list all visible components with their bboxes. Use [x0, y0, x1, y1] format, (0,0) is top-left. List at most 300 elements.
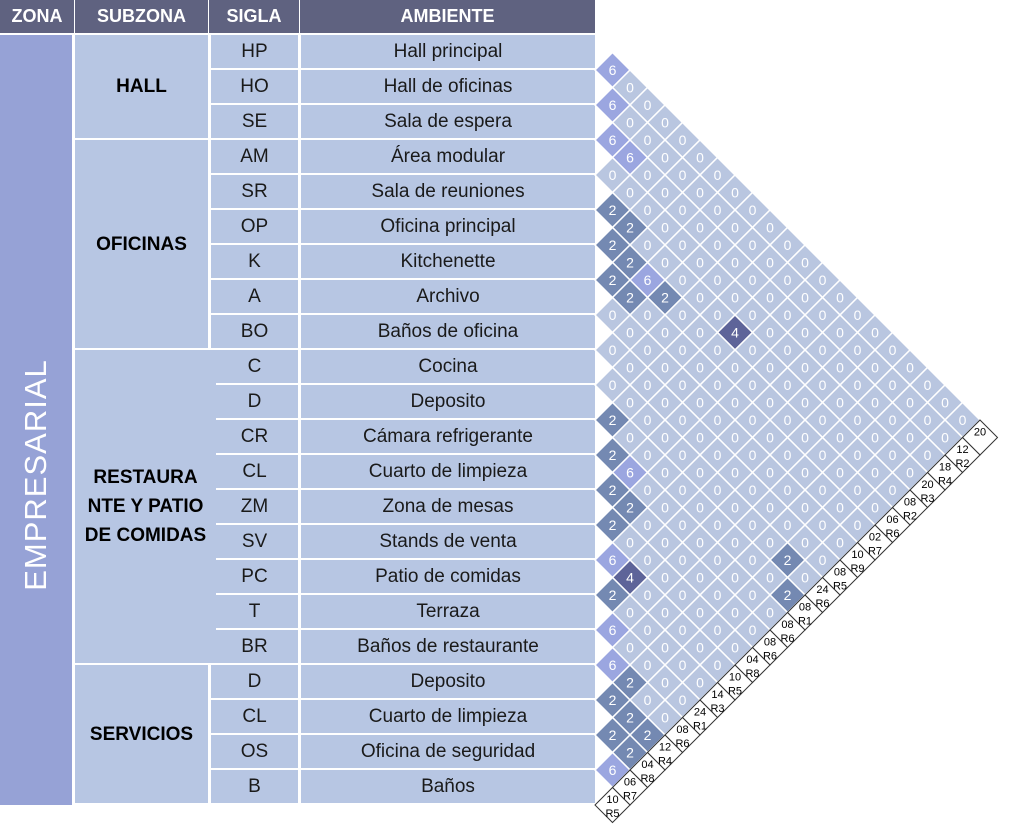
sigla-cell: BO	[211, 315, 298, 348]
relation-value: 0	[643, 517, 652, 533]
relation-value: 0	[696, 394, 704, 411]
relation-value: 0	[783, 482, 792, 498]
relation-value: 0	[696, 429, 704, 446]
relation-value: 0	[661, 324, 669, 341]
relation-value: 2	[783, 552, 792, 568]
reason-number: 20	[921, 479, 934, 491]
reason-number: 10	[851, 549, 864, 561]
relation-value: 0	[906, 464, 914, 481]
sigla-cell: AM	[211, 140, 298, 173]
relation-value: 0	[836, 324, 844, 341]
relation-value: 0	[801, 289, 809, 306]
ambiente-cell: Deposito	[301, 665, 595, 698]
relation-value: 0	[696, 324, 704, 341]
relation-value: 0	[643, 97, 652, 113]
relation-value: 4	[626, 569, 634, 586]
relation-value: 4	[731, 324, 739, 341]
relation-value: 0	[713, 552, 722, 568]
relation-value: 0	[661, 499, 669, 516]
relation-value: 2	[626, 219, 634, 236]
ambiente-cell: Kitchenette	[301, 245, 595, 278]
relation-value: 0	[626, 534, 634, 551]
relation-value: 0	[836, 394, 844, 411]
relation-value: 2	[608, 412, 617, 428]
relation-value: 0	[853, 447, 862, 463]
reason-code: R8	[745, 668, 760, 680]
ambiente-cell: Cuarto de limpieza	[301, 700, 595, 733]
relation-value: 0	[766, 394, 774, 411]
relation-value: 0	[888, 412, 897, 428]
relation-value: 0	[678, 132, 687, 148]
relation-value: 0	[731, 639, 739, 656]
relation-value: 0	[783, 412, 792, 428]
relation-value: 0	[661, 149, 669, 166]
reason-number: 02	[868, 531, 882, 544]
relation-value: 0	[713, 342, 722, 358]
relation-value: 0	[678, 237, 687, 253]
relation-value: 2	[626, 744, 634, 761]
relation-value: 0	[853, 342, 862, 358]
relation-value: 0	[818, 272, 827, 288]
ambiente-cell: Hall de oficinas	[301, 70, 595, 103]
relation-value: 0	[731, 569, 739, 586]
relation-value: 0	[783, 237, 792, 253]
relation-value: 0	[678, 447, 687, 463]
reason-code: R6	[780, 633, 795, 645]
relation-value: 0	[661, 184, 669, 201]
relation-value: 0	[678, 307, 687, 323]
ambiente-cell: Archivo	[301, 280, 595, 313]
relation-value: 0	[643, 132, 652, 148]
relation-value: 0	[818, 412, 827, 428]
relation-value: 0	[731, 604, 739, 621]
relation-value: 0	[871, 464, 879, 481]
ambiente-cell: Terraza	[301, 595, 595, 628]
relation-value: 0	[888, 342, 897, 358]
relation-value: 2	[608, 202, 617, 218]
relation-value: 6	[608, 132, 617, 148]
relation-value: 0	[836, 289, 844, 306]
sigla-cell: PC	[211, 560, 298, 593]
relation-value: 0	[766, 569, 774, 586]
relation-value: 0	[888, 482, 897, 498]
relation-value: 0	[748, 342, 757, 358]
relation-value: 0	[818, 377, 827, 393]
relation-value: 0	[661, 534, 669, 551]
ambiente-cell: Deposito	[301, 385, 595, 418]
relation-value: 0	[853, 377, 862, 393]
relation-value: 0	[906, 429, 914, 446]
relation-value: 0	[713, 272, 722, 288]
relation-value: 0	[643, 307, 652, 323]
reason-code: R1	[797, 615, 813, 628]
sigla-cell: SE	[211, 105, 298, 138]
relation-value: 0	[818, 342, 827, 358]
relation-value: 0	[661, 464, 669, 481]
reason-number: 06	[886, 514, 899, 526]
relation-value: 0	[801, 254, 809, 271]
relation-value: 0	[783, 272, 792, 288]
sigla-cell: SV	[211, 525, 298, 558]
relation-value: 0	[696, 289, 704, 306]
relation-value: 0	[766, 219, 774, 236]
relation-value: 0	[766, 499, 774, 516]
ambiente-cell: Baños	[301, 770, 595, 803]
relation-value: 2	[783, 587, 792, 603]
relation-value: 0	[748, 202, 757, 218]
sigla-cell: D	[211, 385, 298, 418]
relation-value: 0	[626, 394, 634, 411]
relation-value: 0	[766, 534, 774, 551]
relation-value: 0	[853, 517, 862, 533]
relation-value: 0	[661, 254, 669, 271]
relation-value: 0	[871, 499, 879, 516]
relation-value: 0	[626, 639, 634, 656]
sigla-cell: D	[211, 665, 298, 698]
subzone-hall: HALL	[75, 35, 208, 138]
relation-value: 0	[678, 202, 687, 218]
subzone-servicios: SERVICIOS	[75, 665, 208, 803]
relation-value: 0	[696, 534, 704, 551]
reason-code: R3	[920, 493, 935, 505]
relation-value: 0	[608, 307, 617, 323]
relation-value: 0	[661, 709, 669, 726]
relation-value: 0	[766, 429, 774, 446]
relation-value: 0	[608, 167, 617, 183]
relation-value: 0	[958, 412, 967, 428]
relation-value: 0	[801, 359, 809, 376]
relation-value: 2	[626, 254, 634, 271]
sigla-cell: OP	[211, 210, 298, 243]
relation-value: 0	[818, 482, 827, 498]
ambiente-cell: Cuarto de limpieza	[301, 455, 595, 488]
sigla-cell: HO	[211, 70, 298, 103]
relation-value: 0	[678, 517, 687, 533]
relation-value: 0	[731, 499, 739, 516]
reason-number: 14	[711, 689, 724, 701]
relation-value: 0	[643, 412, 652, 428]
reason-number: 10	[606, 794, 619, 806]
ambiente-cell: Stands de venta	[301, 525, 595, 558]
relation-value: 0	[713, 307, 722, 323]
reason-number: 08	[798, 601, 812, 614]
relation-value: 0	[766, 324, 774, 341]
relation-value: 0	[818, 552, 827, 568]
relation-value: 0	[678, 657, 687, 673]
relation-value: 0	[678, 412, 687, 428]
relation-value: 2	[608, 237, 617, 253]
ambiente-cell: Sala de espera	[301, 105, 595, 138]
relation-value: 0	[643, 237, 652, 253]
relation-value: 0	[923, 447, 932, 463]
relation-value: 0	[696, 499, 704, 516]
relation-value: 0	[696, 359, 704, 376]
relation-value: 0	[923, 377, 932, 393]
relation-value: 0	[626, 429, 634, 446]
relation-value: 0	[836, 429, 844, 446]
reason-code: R9	[850, 563, 865, 575]
relation-value: 0	[696, 149, 704, 166]
relation-value: 0	[731, 219, 739, 236]
relation-value: 0	[783, 517, 792, 533]
relation-value: 0	[731, 289, 739, 306]
ambiente-cell: Cámara refrigerante	[301, 420, 595, 453]
reason-code: R6	[675, 738, 690, 750]
ambiente-cell: Baños de restaurante	[301, 630, 595, 663]
relation-value: 0	[696, 604, 704, 621]
relation-value: 0	[643, 167, 652, 183]
reason-number: 12	[658, 741, 672, 754]
reason-number: 08	[903, 496, 917, 509]
relation-value: 0	[696, 219, 704, 236]
relation-value: 0	[818, 517, 827, 533]
relation-value: 0	[818, 307, 827, 323]
relation-value: 0	[626, 79, 634, 96]
relation-value: 0	[626, 324, 634, 341]
ambiente-cell: Cocina	[301, 350, 595, 383]
relation-value: 0	[643, 692, 652, 708]
relation-value: 0	[871, 429, 879, 446]
relation-value: 0	[661, 429, 669, 446]
relation-value: 0	[678, 482, 687, 498]
ambiente-cell: Área modular	[301, 140, 595, 173]
ambiente-cell: Patio de comidas	[301, 560, 595, 593]
relation-value: 0	[643, 377, 652, 393]
relation-value: 0	[678, 272, 687, 288]
reason-number: 04	[641, 759, 654, 771]
relation-value: 0	[696, 639, 704, 656]
relation-value: 0	[836, 464, 844, 481]
relation-value: 0	[643, 202, 652, 218]
relation-value: 0	[661, 394, 669, 411]
relation-value: 0	[801, 324, 809, 341]
relation-value: 0	[626, 184, 634, 201]
ambiente-cell: Hall principal	[301, 35, 595, 68]
relation-value: 0	[906, 394, 914, 411]
relation-value: 0	[801, 394, 809, 411]
sigla-cell: OS	[211, 735, 298, 768]
relation-value: 0	[801, 534, 809, 551]
relation-value: 0	[626, 359, 634, 376]
relation-value: 0	[731, 394, 739, 411]
relation-value: 2	[608, 587, 617, 603]
relation-value: 2	[626, 289, 634, 306]
sigla-cell: K	[211, 245, 298, 278]
relation-value: 0	[678, 377, 687, 393]
relation-value: 0	[766, 254, 774, 271]
sigla-cell: CR	[211, 420, 298, 453]
relation-value: 0	[853, 307, 862, 323]
relation-value: 0	[801, 429, 809, 446]
reason-code: R3	[710, 703, 725, 715]
relation-value: 0	[678, 622, 687, 638]
ambiente-cell: Sala de reuniones	[301, 175, 595, 208]
relation-value: 0	[643, 482, 652, 498]
relation-value: 0	[818, 447, 827, 463]
relation-value: 0	[713, 167, 722, 183]
relation-value: 2	[608, 727, 617, 743]
sigla-cell: CL	[211, 700, 298, 733]
relation-value: 0	[713, 622, 722, 638]
relation-value: 6	[608, 762, 617, 778]
relation-value: 0	[731, 429, 739, 446]
relation-value: 2	[608, 692, 617, 708]
relation-value: 2	[626, 709, 634, 726]
reason-number: 08	[676, 724, 689, 736]
relation-value: 0	[713, 587, 722, 603]
reason-number: 10	[728, 671, 742, 684]
relation-value: 6	[608, 622, 617, 638]
relation-value: 0	[871, 359, 879, 376]
relation-value: 0	[661, 639, 669, 656]
header-ambiente: AMBIENTE	[300, 0, 595, 33]
reason-code: R5	[727, 685, 743, 698]
relation-value: 0	[696, 254, 704, 271]
relation-value: 6	[626, 149, 634, 166]
relation-value: 0	[731, 254, 739, 271]
relation-value: 0	[713, 447, 722, 463]
relation-value: 0	[731, 464, 739, 481]
reason-code: R7	[867, 545, 883, 558]
reason-number: 08	[781, 619, 794, 631]
relation-value: 6	[608, 97, 617, 113]
relation-value: 0	[713, 412, 722, 428]
reason-code: R1	[692, 720, 708, 733]
sigla-cell: A	[211, 280, 298, 313]
relation-value: 2	[626, 674, 634, 691]
relation-value: 0	[941, 429, 949, 446]
relation-value: 0	[731, 184, 739, 201]
relation-value: 0	[626, 114, 634, 131]
relation-value: 0	[696, 674, 704, 691]
relation-value: 0	[766, 464, 774, 481]
relation-value: 0	[713, 377, 722, 393]
reason-number: 12	[956, 444, 969, 456]
relation-value: 0	[853, 412, 862, 428]
relation-value: 6	[608, 552, 617, 568]
reason-number: 24	[693, 706, 707, 719]
relation-value: 0	[608, 377, 617, 393]
subzone-restaura: RESTAURA NTE Y PATIO DE COMIDAS	[75, 350, 216, 663]
relation-value: 0	[748, 307, 757, 323]
relation-value: 0	[643, 587, 652, 603]
sigla-cell: CL	[211, 455, 298, 488]
ambiente-cell: Oficina de seguridad	[301, 735, 595, 768]
relation-value: 0	[941, 394, 949, 411]
relation-value: 0	[678, 552, 687, 568]
relation-value: 6	[608, 62, 617, 78]
relation-value: 0	[696, 569, 704, 586]
relation-value: 0	[888, 447, 897, 463]
reason-code: R2	[902, 510, 918, 523]
relation-value: 0	[836, 534, 844, 551]
reason-code: R2	[955, 458, 970, 470]
relation-value: 0	[643, 552, 652, 568]
ambiente-cell: Baños de oficina	[301, 315, 595, 348]
relation-value: 0	[801, 499, 809, 516]
relation-value: 0	[713, 657, 722, 673]
relation-value: 0	[748, 552, 757, 568]
relation-value: 6	[626, 464, 634, 481]
reason-code: R8	[640, 773, 655, 785]
relation-value: 2	[661, 289, 669, 306]
relation-value: 0	[748, 447, 757, 463]
relation-value: 0	[696, 464, 704, 481]
reason-code: R7	[622, 790, 638, 803]
relation-value: 0	[731, 534, 739, 551]
relation-value: 0	[853, 482, 862, 498]
relation-value: 2	[608, 517, 617, 533]
relation-value: 0	[608, 342, 617, 358]
relation-value: 0	[713, 482, 722, 498]
reason-code: R4	[937, 475, 953, 488]
relation-value: 0	[748, 587, 757, 603]
relation-value: 0	[661, 569, 669, 586]
relation-value: 0	[643, 447, 652, 463]
relation-value: 0	[678, 342, 687, 358]
sigla-cell: T	[211, 595, 298, 628]
relation-value: 0	[713, 517, 722, 533]
relation-value: 0	[836, 359, 844, 376]
relation-value: 0	[713, 202, 722, 218]
relation-value: 0	[643, 657, 652, 673]
reason-code: R5	[605, 808, 620, 820]
relation-value: 0	[626, 604, 634, 621]
relation-value: 0	[748, 272, 757, 288]
header-sigla: SIGLA	[209, 0, 300, 33]
relation-value: 0	[713, 237, 722, 253]
reason-code: R6	[885, 528, 900, 540]
relation-value: 0	[766, 604, 774, 621]
relation-value: 0	[748, 482, 757, 498]
relation-value: 0	[661, 219, 669, 236]
relation-value: 0	[678, 692, 687, 708]
relation-value: 0	[661, 604, 669, 621]
relation-value: 0	[783, 307, 792, 323]
relation-value: 0	[906, 359, 914, 376]
header-zona: ZONA	[0, 0, 75, 33]
relation-value: 0	[643, 342, 652, 358]
relation-value: 0	[766, 359, 774, 376]
relation-value: 0	[678, 167, 687, 183]
reason-code: R4	[657, 755, 673, 768]
relation-value: 0	[661, 674, 669, 691]
relation-value: 0	[871, 324, 879, 341]
relation-value: 0	[783, 447, 792, 463]
relation-value: 0	[748, 377, 757, 393]
relation-value: 0	[871, 394, 879, 411]
reason-number: 06	[623, 776, 637, 789]
relation-value: 0	[748, 622, 757, 638]
ambiente-cell: Zona de mesas	[301, 490, 595, 523]
relation-value: 0	[748, 517, 757, 533]
relation-value: 0	[748, 412, 757, 428]
relation-value: 0	[783, 377, 792, 393]
relation-value: 6	[608, 657, 617, 673]
relation-value: 0	[696, 184, 704, 201]
relation-value: 0	[801, 464, 809, 481]
relation-value: 2	[626, 499, 634, 516]
reason-number: 18	[938, 461, 952, 474]
ambiente-cell: Oficina principal	[301, 210, 595, 243]
relation-value: 0	[643, 622, 652, 638]
relation-value: 0	[661, 114, 669, 131]
reason-number: 20	[973, 426, 987, 439]
relation-value: 0	[678, 587, 687, 603]
reason-number: 08	[833, 566, 847, 579]
relation-value: 0	[923, 412, 932, 428]
relation-value: 2	[608, 272, 617, 288]
